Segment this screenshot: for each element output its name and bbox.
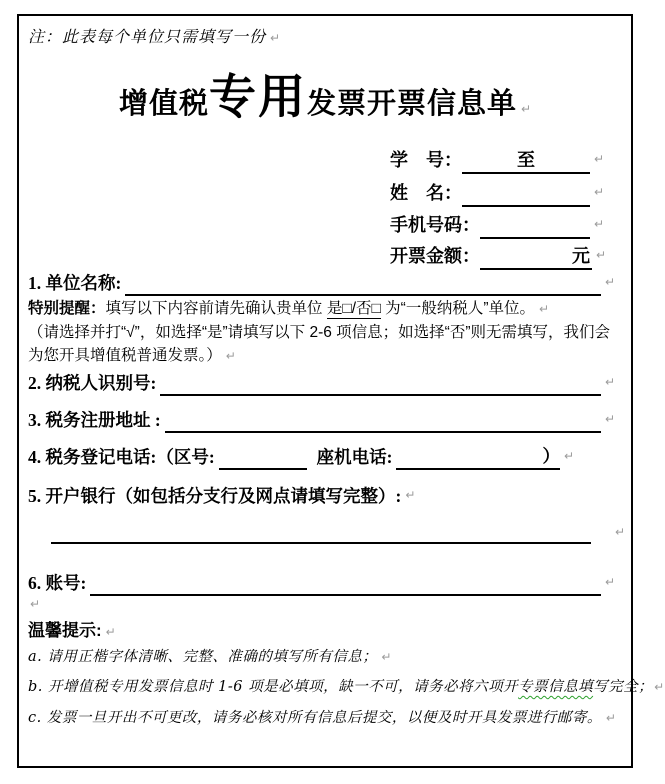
bank-label: 5. 开户银行（如包括分支行及网点请填写完整）:: [28, 486, 402, 506]
mobile-blank[interactable]: [480, 213, 590, 239]
tip-item-a: [28, 645, 392, 666]
tip-a-text: a. 请用正楷字体清晰、完整、准确的填写所有信息；: [28, 649, 378, 665]
paragraph-mark-icon: ↵: [405, 488, 416, 502]
title-prefix: 增值税: [118, 88, 209, 120]
student-no-blank[interactable]: 至: [462, 148, 590, 174]
landline-blank[interactable]: [396, 446, 542, 470]
section-unit-name: [28, 268, 615, 296]
paragraph-mark-icon: ↵: [594, 185, 605, 199]
section-bank: [28, 481, 415, 509]
reminder-lead: 特别提醒：: [28, 300, 106, 317]
area-code-blank[interactable]: [219, 446, 307, 470]
special-reminder: [28, 297, 616, 368]
tax-address-blank[interactable]: [165, 409, 601, 433]
paragraph-mark-icon: ↵: [30, 597, 41, 611]
reminder-text-3: （请选择并打“√”，如选择“是”请填写以下 2-6 项信息；如选择“否”则无需填写，我们会为您开具增值税普通发票。）: [28, 324, 610, 364]
paragraph-mark-icon: ↵: [594, 152, 605, 166]
paragraph-mark-icon: ↵: [605, 711, 617, 725]
title-suffix: 发票开票信息单: [306, 88, 517, 120]
paragraph-mark-icon: ↵: [539, 302, 550, 316]
page-title: [19, 60, 631, 127]
unit-name-blank[interactable]: [125, 272, 601, 296]
bank-blank[interactable]: [51, 542, 591, 544]
section-account: [28, 568, 615, 596]
field-row-mobile: [390, 209, 604, 239]
paragraph-mark-icon: ↵: [604, 575, 615, 589]
paragraph-mark-icon: ↵: [270, 31, 282, 45]
tip-b-text-end: 写完全；: [593, 679, 654, 695]
mobile-label: 手机号码：: [390, 215, 480, 235]
section-tax-address: [28, 405, 615, 433]
top-note-text: 注：此表每个单位只需填写一份: [28, 27, 267, 46]
amount-label: 开票金额：: [390, 246, 480, 266]
tax-address-label: 3. 税务注册地址 :: [28, 410, 161, 430]
account-blank[interactable]: [90, 572, 601, 596]
tip-item-c: [28, 706, 616, 727]
taxpayer-id-label: 2. 纳税人识别号:: [28, 373, 157, 393]
reminder-text-2: 为“一般纳税人”单位。: [380, 300, 535, 317]
paragraph-mark-icon: ↵: [604, 375, 615, 389]
paragraph-mark-icon: ↵: [604, 412, 615, 426]
tips-title-text: 温馨提示:: [28, 621, 102, 640]
student-no-label: 学 号：: [390, 150, 462, 170]
paragraph-mark-icon: ↵: [225, 349, 236, 363]
amount-blank[interactable]: 元: [480, 244, 592, 270]
tip-item-b: [28, 675, 665, 696]
field-row-name: [390, 177, 604, 207]
invoice-form-border: [17, 14, 665, 768]
tip-b-text: b. 开增值税专用发票信息时 1-6 项是必填项，缺一不可，请务必将六项开: [28, 679, 519, 695]
tips-title: [28, 616, 116, 641]
paragraph-mark-icon: ↵: [654, 680, 665, 694]
paragraph-mark-icon: ↵: [381, 650, 392, 664]
reminder-text-1: 填写以下内容前请先确认贵单位: [105, 300, 327, 317]
taxpayer-type-checkboxes[interactable]: 是□/否□: [326, 300, 381, 317]
paragraph-mark-icon: ↵: [105, 625, 116, 639]
section-taxpayer-id: [28, 368, 615, 396]
paragraph-mark-icon: ↵: [520, 102, 532, 116]
name-label: 姓 名：: [390, 183, 462, 203]
name-blank[interactable]: [462, 181, 590, 207]
tax-phone-label: 4. 税务登记电话:（区号:: [28, 447, 215, 467]
unit-name-label: 1. 单位名称:: [28, 273, 122, 293]
section-tax-phone: [28, 442, 574, 470]
paragraph-mark-icon: ↵: [615, 525, 626, 539]
tax-phone-close-paren: ）: [542, 444, 560, 470]
paragraph-mark-icon: ↵: [596, 248, 607, 262]
title-emphasis: 专用: [208, 72, 307, 124]
taxpayer-id-blank[interactable]: [160, 372, 601, 396]
field-row-student-no: [390, 144, 604, 174]
tip-c-text: c. 发票一旦开出不可更改，请务必核对所有信息后提交，以便及时开具发票进行邮寄。: [28, 710, 602, 726]
paragraph-mark-icon: ↵: [594, 217, 605, 231]
top-note: [28, 24, 281, 47]
paragraph-mark-icon: ↵: [563, 449, 575, 463]
account-label: 6. 账号:: [28, 573, 87, 593]
field-row-amount: [390, 240, 606, 270]
landline-label: 座机电话:: [316, 447, 393, 467]
paragraph-mark-icon: ↵: [604, 275, 615, 289]
tip-b-spellcheck-text: 专票信息填: [518, 679, 594, 695]
